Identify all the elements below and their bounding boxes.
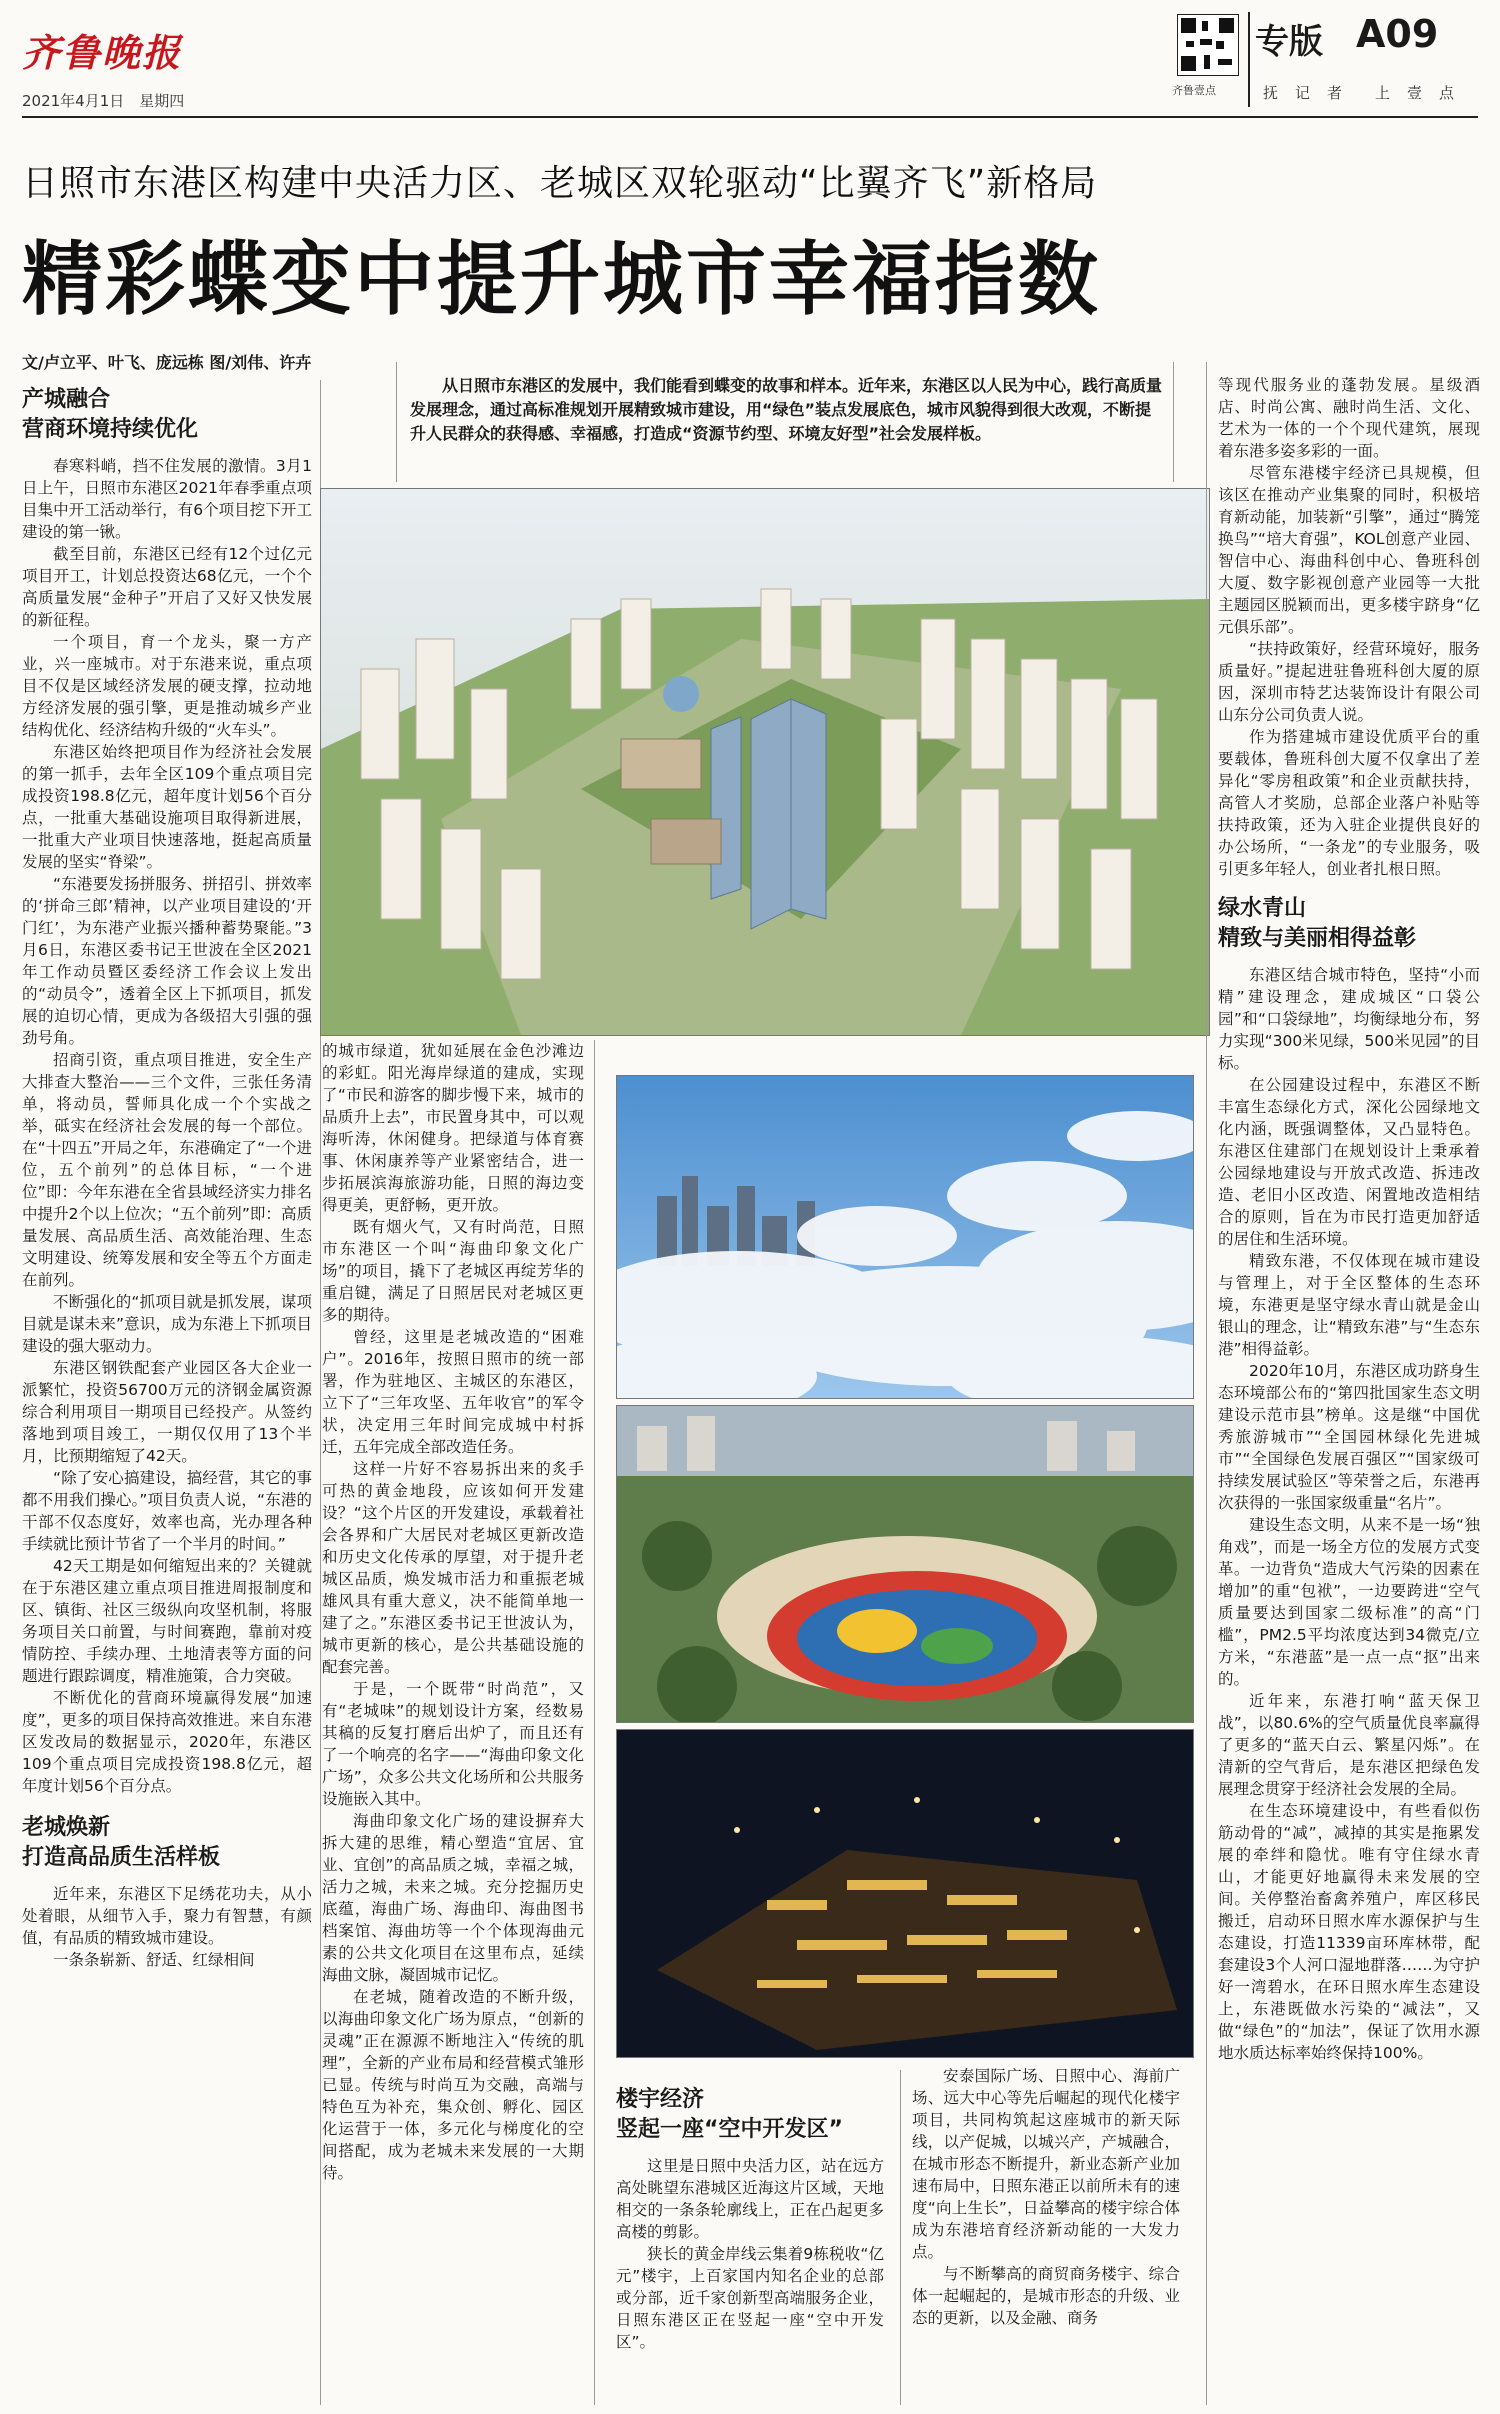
paragraph: 这里是日照中央活力区，站在远方高处眺望东港城区近海这片区域，天地相交的一条条轮廓线上，正在凸起更多高楼的剪影。 (616, 2157, 884, 2241)
paragraph: 招商引资，重点项目推进，安全生产大排查大整治——三个文件，三张任务清单，将动员，誓师具化成一个个实战之举，砥实在经济社会发展的每一个部位。在“十四五”开局之年，东港确定了“一个进位，五个前列”的总体目标，“一个进位”即：今年东港在全省县域经济实力排名中提升2个以上位次；“五个前列”即：高质量发展、高品质生活、高效能治理、生态文明建设、统筹发展和安全等五个方面走在前列。 (22, 1051, 312, 1289)
paragraph: 海曲印象文化广场的建设摒弃大拆大建的思维，精心塑造“宜居、宜业、宜创”的高品质之城，幸福之城，活力之城，未来之城。充分挖掘历史底蕴，海曲广场、海曲印、海曲图书档案馆、海曲坊等一个个体现海曲元素的公共文化项目在这里布点，延续海曲文脉，凝固城市记忆。 (322, 1812, 584, 1984)
paragraph: 2020年10月，东港区成功跻身生态环境部公布的“第四批国家生态文明建设示范市县”榜单。这是继“中国优秀旅游城市”“全国园林绿化先进城市”“全国绿色发展百强区”“国家级可持续发展试验区”等荣誉之后，东港再次获得的一张国家级重量“名片”。 (1218, 1362, 1480, 1512)
section-label: 专版 (1255, 22, 1323, 62)
lead-paragraph: 从日照市东港区的发展中，我们能看到蝶变的故事和样本。近年来，东港区以人民为中心，践行高质量发展理念，通过高标准规划开展精致城市建设，用“绿色”装点发展底色，城市风貌得到很大改观，不断提升人民群众的获得感、幸福感，打造成“资源节约型、环境友好型”社会发展样板。 (410, 376, 1163, 443)
masthead (0, 0, 1500, 118)
paragraph: 春寒料峭，挡不住发展的激情。3月1日上午，日照市东港区2021年春季重点项目集中开工活动举行，有6个项目挖下开工建设的第一锹。 (22, 457, 312, 541)
paragraph: 安泰国际广场、日照中心、海前广场、远大中心等先后崛起的现代化楼宇项目，共同构筑起这座城市的新天际线，以产促城，以城兴产，产城融合，在城市形态不断提升，新业态新产业加速布局中，日照东港正以前所未有的速度“向上生长”，日益攀高的楼宇综合体成为东港培育经济新动能的一大发力点。 (912, 2067, 1180, 2261)
paragraph: 在公园建设过程中，东港区不断丰富生态绿化方式，深化公园绿地文化内涵，既强调整体，又凸显特色。东港区住建部门在规划设计上秉承着公园绿地建设与开放式改造、拆违改造、老旧小区改造、闲置地改造相结合的原则，旨在为市民打造更加舒适的居住和生活环境。 (1218, 1076, 1480, 1248)
paragraph: 建设生态文明，从来不是一场“独角戏”，而是一场全方位的发展方式变革。一边背负“造成大气污染的因素在增加”的重“包袱”，一边要跨进“空气质量要达到国家二级标准”的高“门槛”，PM2.5平均浓度达到34微克/立方米，“东港蓝”是一点一点“抠”出来的。 (1218, 1516, 1480, 1688)
paragraph: 狭长的黄金岸线云集着9栋税收“亿元”楼宇，上百家国内知名企业的总部或分部，近千家创新型高端服务企业，日照东港区正在竖起一座“空中开发区”。 (616, 2245, 884, 2351)
paragraph: 与不断攀高的商贸商务楼宇、综合体一起崛起的，是城市形态的升级、业态的更新，以及金融、商务 (912, 2265, 1180, 2327)
paragraph: 的城市绿道，犹如延展在金色沙滩边的彩虹。阳光海岸绿道的建成，实现了“市民和游客的脚步慢下来，城市的品质升上去”，市民置身其中，可以观海听涛，休闲健身。把绿道与体育赛事、休闲康养等产业紧密结合，进一步拓展滨海旅游功能，日照的海边变得更美，更舒畅，更开放。 (322, 1042, 584, 1214)
paragraph: 42天工期是如何缩短出来的？关键就在于东港区建立重点项目推进周报制度和区、镇街、社区三级纵向攻坚机制，将服务项目关口前置，与时间赛跑，靠前对疫情防控、手续办理、土地清表等方面的问题进行跟踪调度，精准施策，合力突破。 (22, 1557, 312, 1685)
kicker-headline: 日照市东港区构建中央活力区、老城区双轮驱动“比翼齐飞”新格局 (22, 163, 1098, 204)
paragraph: 在生态环境建设中，有些看似伤筋动骨的“减”，减掉的其实是拖累发展的牵绊和隐忧。唯有守住绿水青山，才能更好地赢得未来发展的空间。关停整治畜禽养殖户，库区移民搬迁，启动环日照水库水源保护与生态建设，打造11339亩环库林带，配套建设3个人河口湿地群落……为守护好一湾碧水，在环日照水库生态建设上，东港既做水污染的“减法”，又做“绿色”的“加法”，保证了饮用水源地水质达标率始终保持100%。 (1218, 1802, 1480, 2062)
newspaper-logo: 齐鲁晚报 (22, 30, 183, 75)
paragraph: 东港区钢铁配套产业园区各大企业一派繁忙，投资56700万元的济钢金属资源综合利用项目一期项目已经投产。从签约落地到项目竣工，一期仅仅用了13个半月，比预期缩短了42天。 (22, 1359, 312, 1465)
editor-credit: 抚 记 者 上 壹 点 (1263, 84, 1456, 102)
paragraph: “除了安心搞建设，搞经营，其它的事都不用我们操心。”项目负责人说，“东港的干部不仅态度好，效率也高，光办理各种手续就比预计节省了一个半月的时间。” (22, 1469, 312, 1553)
paragraph: 一条条崭新、舒适、红绿相间 (53, 1951, 255, 1969)
masthead-rule (22, 116, 1478, 118)
masthead-divider (1248, 12, 1250, 107)
paragraph: “东港要发扬拼服务、拼招引、拼效率的‘拼命三郎’精神，以产业项目建设的‘开门红’，为东港产业振兴播种蓄势聚能。”3月6日，东港区委书记王世波在全区2021年工作动员暨区委经济工作会议上发出的“动员令”，透着全区上下抓项目，抓发展的迫切心情，更成为各级招大引强的强劲号角。 (22, 875, 312, 1047)
paragraph: 作为搭建城市建设优质平台的重要载体，鲁班科创大厦不仅拿出了差异化“零房租政策”和企业贡献扶持，高管人才奖励，总部企业落户补贴等扶持政策，还为入驻企业提供良好的办公场所，“一条龙”的专业服务，吸引更多年轻人，创业者扎根日照。 (1218, 728, 1480, 878)
section-subheading-2: 打造高品质生活样板 (22, 1845, 221, 1870)
paragraph: 东港区始终把项目作为经济社会发展的第一抓手，去年全区109个重点项目完成投资198.8亿元，超年度计划56个百分点，一批重大基础设施项目取得新进展，一批重大产业项目快速落地，挺起高质量发展的坚实“脊梁”。 (22, 743, 312, 871)
column-1 (22, 385, 312, 2405)
section-heading-4: 绿水青山 (1218, 896, 1307, 921)
paragraph: 近年来，东港打响“蓝天保卫战”，以80.6%的空气质量优良率赢得了更多的“蓝天白云、繁星闪烁”。在清新的空气背后，是东港区把绿色发展理念贯穿于经济社会发展的全局。 (1218, 1692, 1480, 1798)
column-divider (594, 1040, 595, 2405)
paragraph: 等现代服务业的蓬勃发展。星级酒店、时尚公寓、融时尚生活、文化、艺术为一体的一个个现代建筑，展现着东港多姿多彩的一面。 (1218, 376, 1480, 460)
paragraph: 近年来，东港区下足绣花功夫，从小处着眼，从细节入手，聚力有智慧，有颜值，有品质的精致城市建设。 (22, 1885, 312, 1947)
paragraph: 这样一片好不容易拆出来的炙手可热的黄金地段，应该如何开发建设？“这个片区的开发建设，承载着社会各界和广大居民对老城区更新改造和历史文化传承的厚望，对于提升老城区品质，焕发城市活力和重振老城雄风具有重大意义，决不能简单地一建了之。”东港区委书记王世波认为，城市更新的核心，是公共基础设施的配套完善。 (322, 1460, 584, 1676)
paragraph: 一个项目，育一个龙头，聚一方产业，兴一座城市。对于东港来说，重点项目不仅是区域经济发展的硬支撑，拉动地方经济发展的强引擎，更是推动城乡产业结构优化、经济结构升级的“火车头”。 (22, 633, 312, 739)
qr-label: 齐鲁壹点 (1172, 84, 1216, 97)
column-2 (322, 1040, 584, 2405)
aerial-rendering-photo (320, 488, 1210, 1036)
column-5 (1218, 374, 1480, 2405)
paragraph: “扶持政策好，经营环境好，服务质量好。”提起进驻鲁班科创大厦的原因，深圳市特艺达装饰设计有限公司山东分公司负责人说。 (1218, 640, 1480, 724)
paragraph: 不断优化的营商环境赢得发展“加速度”，更多的项目保持高效推进。来自东港区发改局的数据显示，2020年，东港区109个重点项目完成投资198.8亿元，超年度计划56个百分点。 (22, 1689, 312, 1795)
park-aerial-photo (616, 1405, 1194, 1723)
section-heading-2: 老城焕新 (22, 1815, 111, 1840)
paragraph: 不断强化的“抓项目就是抓发展，谋项目就是谋未来”意识，成为东港上下抓项目建设的强大驱动力。 (22, 1293, 312, 1355)
byline: 文/卢立平、叶飞、庞远栋 图/刘伟、许卉 (22, 353, 312, 372)
column-divider (900, 2070, 901, 2405)
paragraph: 既有烟火气，又有时尚范，日照市东港区一个叫“海曲印象文化广场”的项目，撬下了老城区再绽芳华的重启键，满足了日照居民对老城区更多的期待。 (322, 1218, 584, 1324)
dateline: 2021年4月1日 星期四 (22, 92, 185, 110)
paragraph: 尽管东港楼宇经济已具规模，但该区在推动产业集聚的同时，积极培育新动能，加装新“引擎”，通过“腾笼换鸟”“培大育强”，KOL创意产业园、智信中心、海曲科创中心、鲁班科创大厦、数字影视创意产业园等一大批主题园区脱颖而出，更多楼宇跻身“亿元俱乐部”。 (1218, 464, 1480, 636)
paragraph: 于是，一个既带“时尚范”，又有“老城味”的规划设计方案，经数易其稿的反复打磨后出炉了，而且还有了一个响亮的名字——“海曲印象文化广场”，众多公共文化场所和公共服务设施嵌入其中。 (322, 1680, 584, 1808)
column-4 (912, 2065, 1180, 2405)
section-subheading-4: 精致与美丽相得益彰 (1218, 926, 1417, 951)
paragraph: 东港区结合城市特色，坚持“小而精”建设理念，建成城区“口袋公园”和“口袋绿地”，均衡绿地分布，努力实现“300米见绿，500米见园”的目标。 (1218, 966, 1480, 1072)
section-heading-3: 楼宇经济 (616, 2087, 705, 2112)
page-number: A09 (1356, 12, 1439, 56)
section-subheading-3: 竖起一座“空中开发区” (616, 2117, 843, 2142)
column-divider (1206, 362, 1207, 2405)
sea-clouds-city-photo (616, 1075, 1194, 1399)
paragraph: 曾经，这里是老城改造的“困难户”。2016年，按照日照市的统一部署，作为驻地区、主城区的东港区，立下了“三年攻坚、五年收官”的军令状，决定用三年时间完成城中村拆迁，五年完成全部改造任务。 (322, 1328, 584, 1456)
paragraph: 在老城，随着改造的不断升级，以海曲印象文化广场为原点，“创新的灵魂”正在源源不断地注入“传统的肌理”，全新的产业布局和经营模式雏形已显。传统与时尚互为交融，高端与特色互为补充，集众创、孵化、园区化运营于一体，多元化与梯度化的空间搭配，成为老城未来发展的一大期待。 (322, 1988, 584, 2182)
paragraph: 精致东港，不仅体现在城市建设与管理上，对于全区整体的生态环境，东港更是坚守绿水青山就是金山银山的理念，让“精致东港”与“生态东港”相得益彰。 (1218, 1252, 1480, 1358)
main-headline: 精彩蝶变中提升城市幸福指数 (22, 233, 1101, 326)
qr-code-icon (1177, 14, 1239, 76)
paragraph: 截至目前，东港区已经有12个过亿元项目开工，计划总投资达68亿元，一个个高质量发展“金种子”开启了又好又快发展的新征程。 (22, 545, 312, 629)
night-square-photo (616, 1729, 1194, 2058)
section-subheading-1: 营商环境持续优化 (22, 417, 199, 442)
column-3 (616, 2085, 884, 2405)
section-heading-1: 产城融合 (22, 387, 111, 412)
